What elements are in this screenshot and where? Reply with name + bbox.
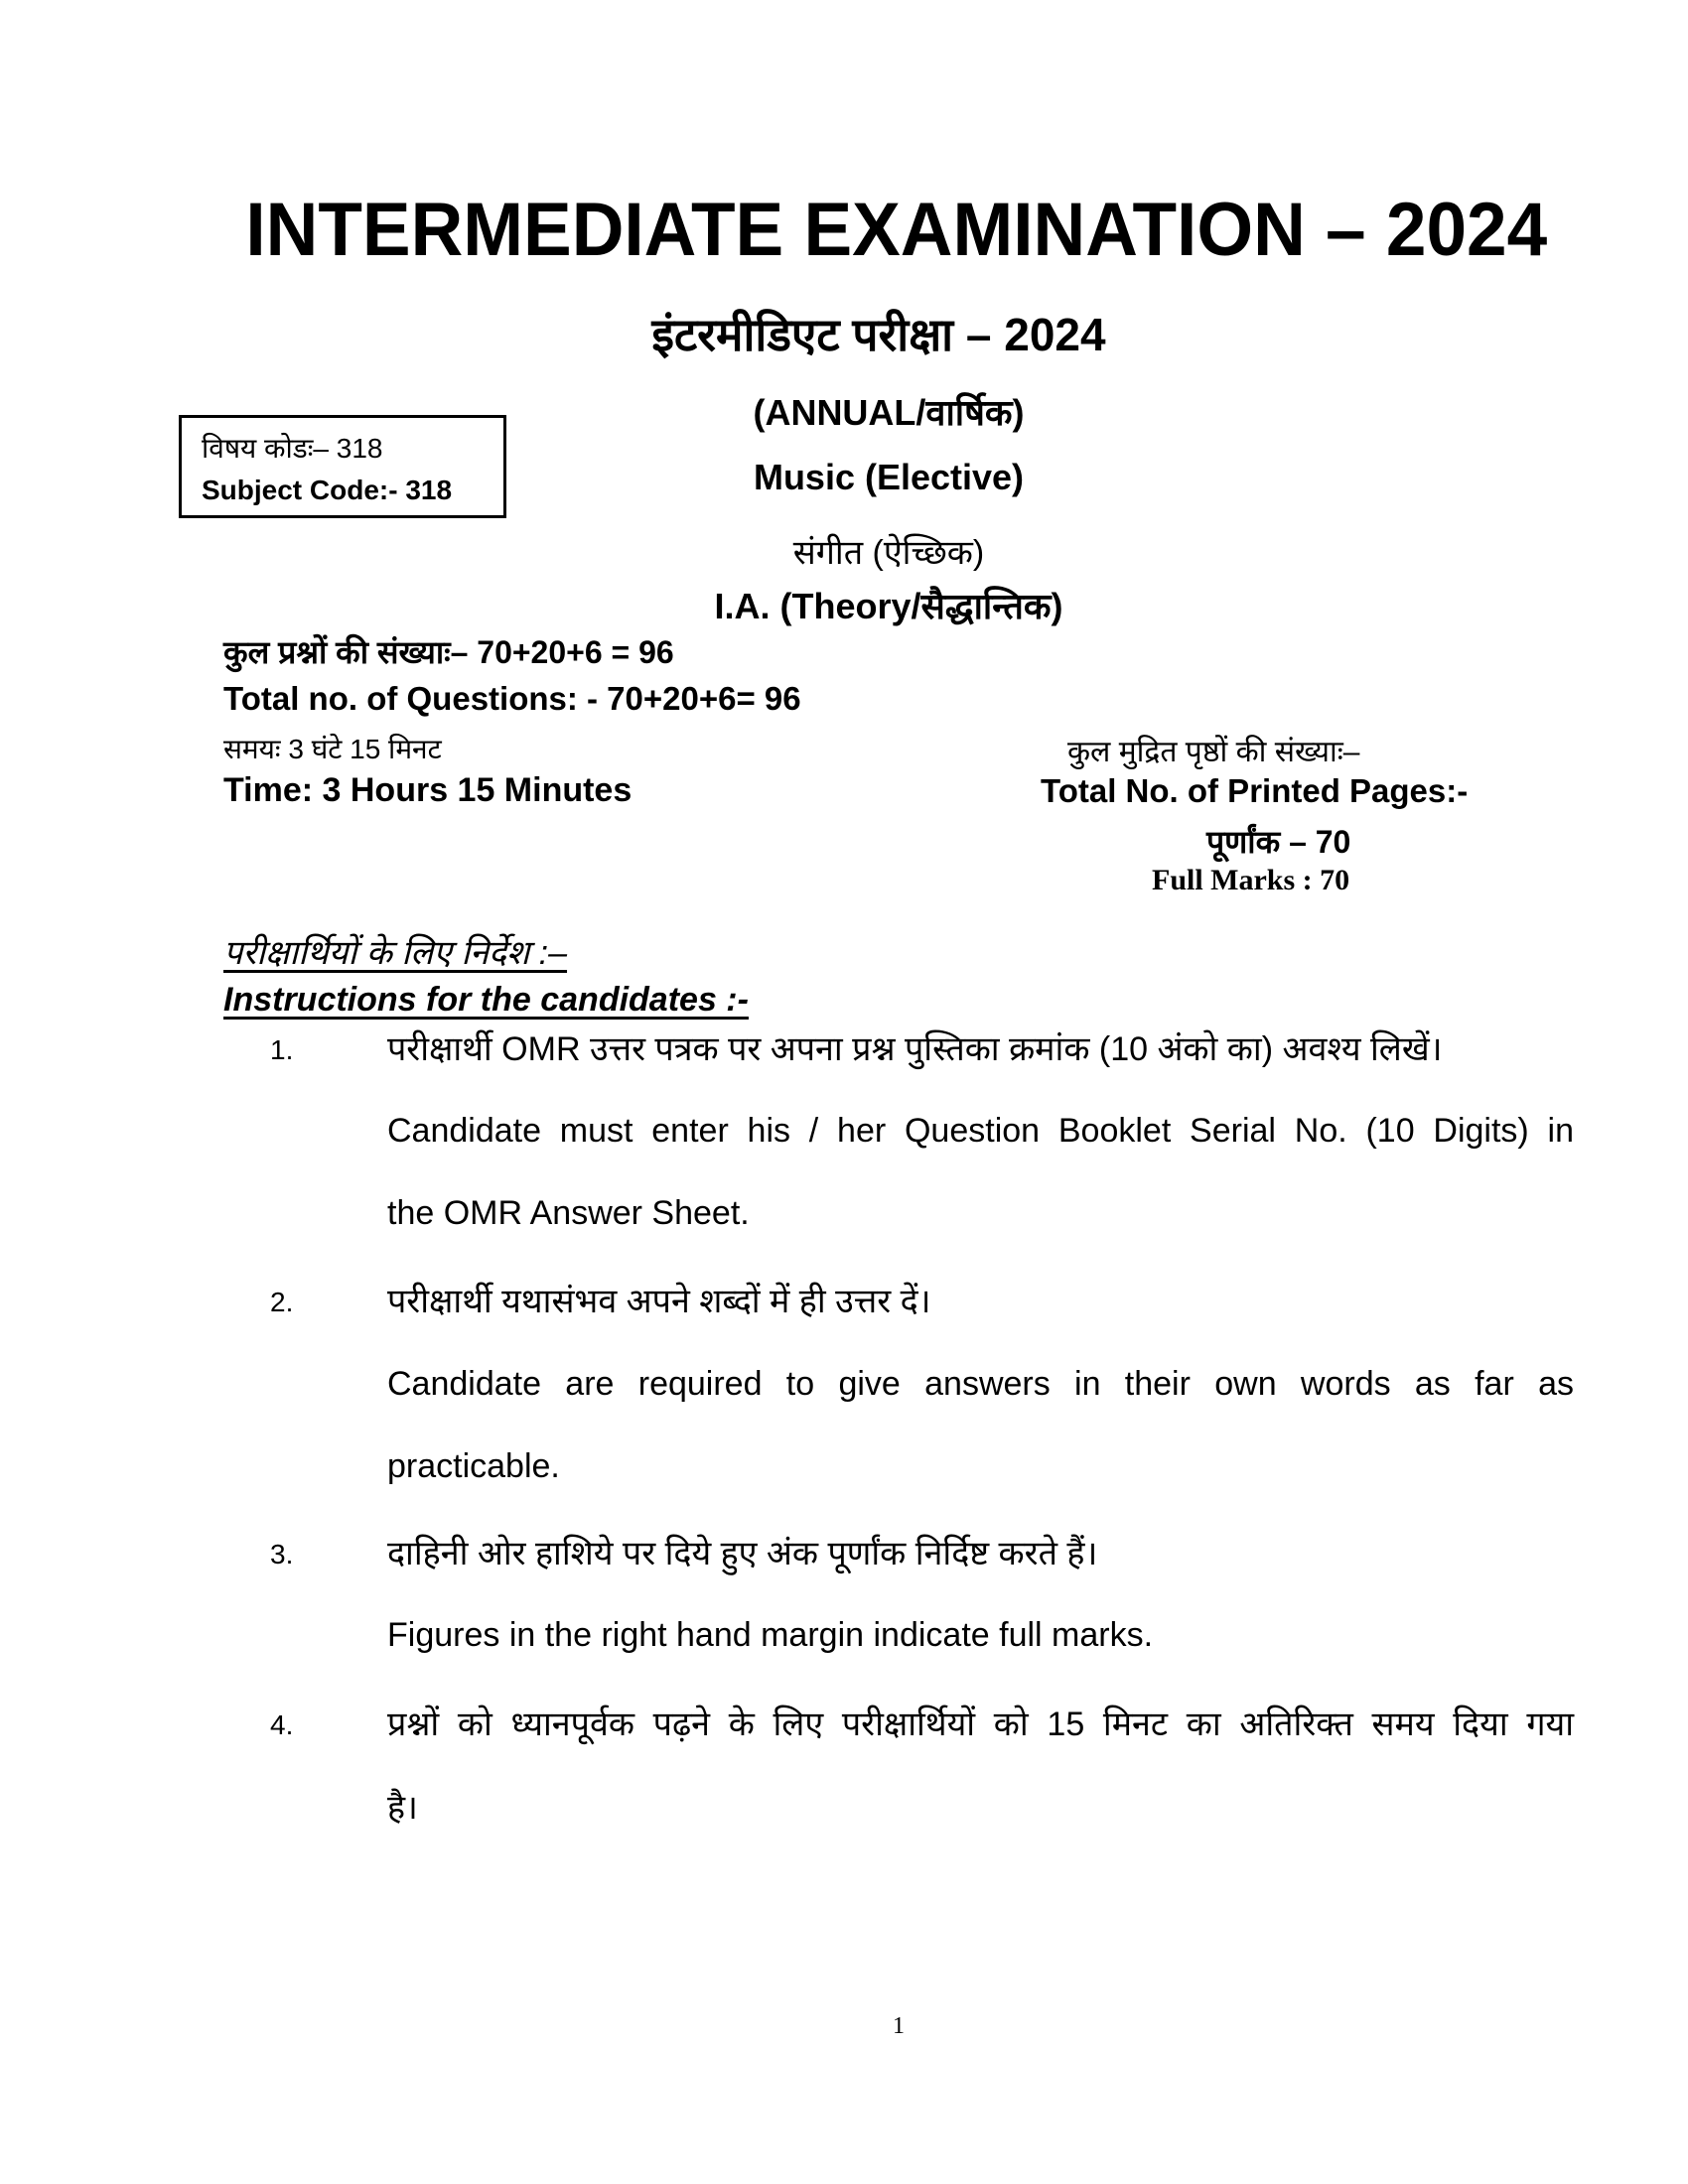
printed-pages-english: Total No. of Printed Pages:- xyxy=(1041,772,1469,809)
time-english: Time: 3 Hours 15 Minutes xyxy=(223,771,633,809)
instruction-3-english: Figures in the right hand margin indicate full marks. xyxy=(387,1616,1154,1654)
subject-name-hindi: संगीत (ऐच्छिक) xyxy=(792,534,985,572)
instruction-1-hindi: परीक्षार्थी OMR उत्तर पत्रक पर अपना प्रश्न पुस्तिका क्रमांक (10 अंको का) अवश्य लिखें। xyxy=(387,1030,1443,1068)
instruction-number: 2. xyxy=(270,1287,294,1317)
exam-title-hindi: इंटरमीडिएट परीक्षा – 2024 xyxy=(651,309,1106,360)
time-hindi: समयः 3 घंटे 15 मिनट xyxy=(223,734,442,764)
instruction-number: 3. xyxy=(270,1539,294,1570)
instruction-3-hindi: दाहिनी ओर हाशिये पर दिये हुए अंक पूर्णांक निर्दिष्ट करते हैं। xyxy=(387,1535,1098,1572)
subject-name-english: Music (Elective) xyxy=(753,457,1025,497)
instruction-2-hindi: परीक्षार्थी यथासंभव अपने शब्दों में ही उत्तर दें। xyxy=(387,1283,931,1320)
subject-code-hindi: विषय कोडः– 318 xyxy=(202,433,383,464)
total-questions-english: Total no. of Questions: - 70+20+6= 96 xyxy=(223,680,801,717)
instruction-2-english-line1: Candidate are required to give answers in their own words as far as xyxy=(387,1365,1574,1403)
total-questions-hindi: कुल प्रश्नों की संख्याः– 70+20+6 = 96 xyxy=(223,634,674,670)
printed-pages-hindi: कुल मुद्रित पृष्ठों की संख्याः– xyxy=(1067,736,1360,768)
full-marks-english: Full Marks : 70 xyxy=(1152,864,1350,896)
exam-title-english: INTERMEDIATE EXAMINATION – 2024 xyxy=(245,188,1548,272)
instruction-2-english-line2: practicable. xyxy=(387,1447,560,1485)
full-marks-hindi: पूर्णांक – 70 xyxy=(1206,824,1351,860)
exam-type: (ANNUAL/वार्षिक) xyxy=(753,392,1025,433)
instruction-4-hindi-line1: प्रश्नों को ध्यानपूर्वक पढ़ने के लिए परीक्षार्थियों को 15 मिनट का अतिरिक्त समय दिया गया xyxy=(387,1706,1574,1743)
subject-code-english: Subject Code:- 318 xyxy=(202,475,453,505)
instruction-number: 1. xyxy=(270,1034,294,1065)
instructions-heading-hindi: परीक्षार्थियों के लिए निर्देश :– xyxy=(223,934,568,972)
instruction-1-english-line1: Candidate must enter his / her Question Booklet Serial No. (10 Digits) in xyxy=(387,1112,1574,1150)
instructions-heading-english: Instructions for the candidates :- xyxy=(223,981,749,1019)
stream-label: I.A. (Theory/सैद्धान्तिक) xyxy=(714,586,1063,626)
instruction-4-hindi-line2: है। xyxy=(387,1789,418,1827)
page-number: 1 xyxy=(893,2013,905,2039)
instruction-number: 4. xyxy=(270,1709,294,1740)
instruction-1-english-line2: the OMR Answer Sheet. xyxy=(387,1194,750,1232)
